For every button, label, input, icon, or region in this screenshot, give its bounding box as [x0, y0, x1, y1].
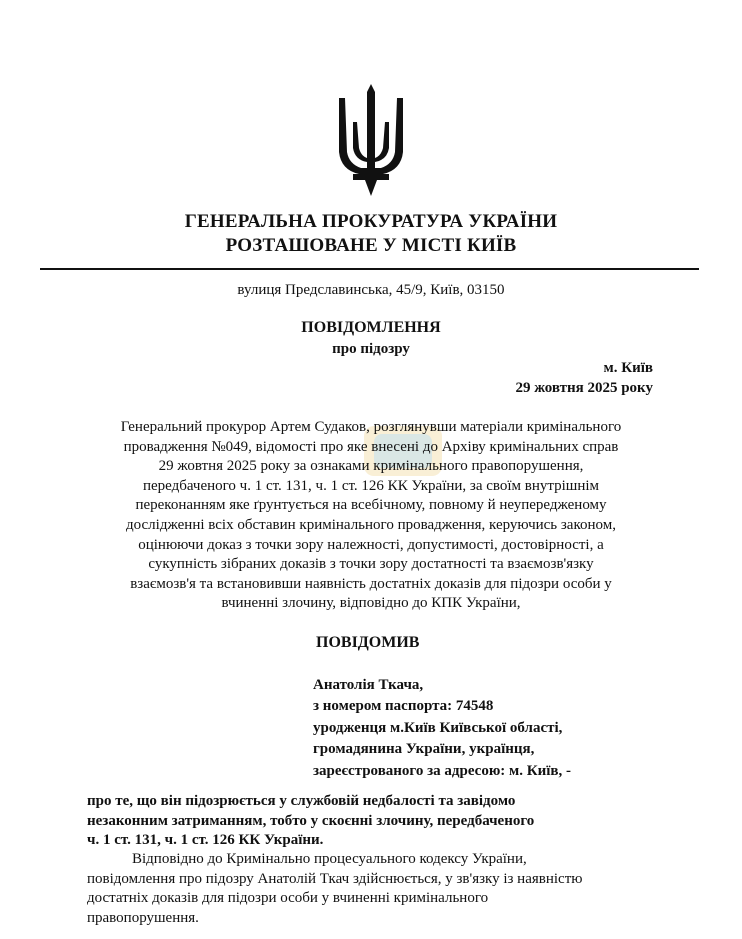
closing-line: правопорушення.	[87, 909, 199, 926]
closing-line: Відповідно до Кримінально процесуального кодексу України,	[132, 851, 527, 867]
preamble-line: сукупність зібраних доказів з точки зору достатності та взаємозв'язку	[148, 556, 594, 573]
document-title: ПОВІДОМЛЕННЯ	[301, 319, 441, 336]
trident-emblem-icon	[331, 82, 411, 198]
document-date: 29 жовтня 2025 року	[515, 380, 653, 396]
preamble-paragraph	[60, 418, 682, 614]
closing-paragraph	[87, 850, 687, 928]
closing-line: повідомлення про підозру Анатолій Ткач здійснюється, у зв'язку із наявністю	[87, 870, 583, 887]
document-subtitle: про підозру	[332, 341, 410, 357]
suspect-line: з номером паспорта: 74548	[313, 698, 494, 715]
charge-paragraph	[87, 792, 667, 851]
preamble-line: переконанням яке ґрунтується на всебічному, повному й неупередженому	[135, 497, 607, 514]
suspect-line: уродженця м.Київ Київської області,	[313, 719, 563, 736]
preamble-line: провадження №049, відомості про яке внесені до Архіву кримінальних справ	[123, 438, 619, 455]
document-city: м. Київ	[603, 360, 653, 376]
charge-line: про те, що він підозрюється у службовій недбалості та завідомо	[87, 793, 516, 809]
preamble-line: передбаченого ч. 1 ст. 131, ч. 1 ст. 126 КК України, за своїм внутрішнім	[142, 477, 600, 494]
preamble-line: вчиненні злочину, відповідно до КПК України,	[221, 595, 521, 612]
charge-line: ч. 1 ст. 131, ч. 1 ст. 126 КК України.	[87, 832, 324, 849]
header-divider	[40, 268, 699, 270]
suspect-line: зареєстрованого за адресою: м. Київ, -	[313, 762, 572, 779]
preamble-line: Генеральний прокурор Артем Судаков, розглянувши матеріали кримінального	[120, 419, 622, 435]
preamble-line: взаємозв'я та встановивши наявність достатніх доказів для підозри особи у	[130, 575, 612, 592]
organization-address: вулиця Предславинська, 45/9, Київ, 03150	[237, 282, 505, 298]
closing-line: достатніх доказів для підозри особи у вчиненні кримінального	[87, 890, 489, 907]
organization-location: РОЗТАШОВАНЕ У МІСТІ КИЇВ	[225, 235, 517, 256]
charge-line: незаконним затриманням, тобто у скоєнні злочину, передбаченого	[87, 812, 535, 829]
suspect-line: громадянина України, українця,	[313, 741, 535, 758]
organization-name: ГЕНЕРАЛЬНА ПРОКУРАТУРА УКРАЇНИ	[184, 211, 558, 232]
preamble-line: дослідженні всіх обставин кримінального провадження, керуючись законом,	[126, 516, 616, 533]
notified-heading: ПОВІДОМИВ	[316, 634, 420, 651]
preamble-line: 29 жовтня 2025 року за ознаками кримінального правопорушення,	[158, 458, 584, 475]
suspect-details	[313, 675, 571, 782]
preamble-line: оцінюючи доказ з точки зору належності, допустимості, достовірності, а	[138, 536, 604, 553]
suspect-line: Анатолія Ткача,	[313, 677, 424, 693]
